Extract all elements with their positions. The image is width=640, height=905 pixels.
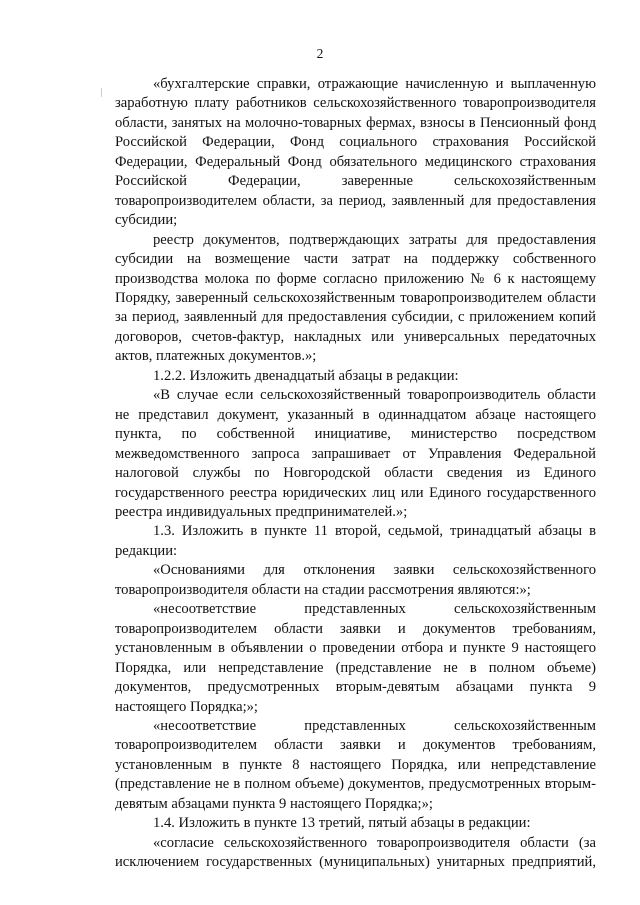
paragraph-nonconformity-announcement: «несоответствие представленных сельскохозяйственным товаропроизводителем области заявки и документов требованиям, установленным в объявлении о проведении отбора и пункте 9 настоящего Порядка, или непредставление (представление не в полном объеме) документов, предусмотренных вторым-девятым абзацами пункта 9 настоящего Порядка;»;	[115, 601, 596, 715]
paragraph-item-1-3: 1.3. Изложить в пункте 11 второй, седьмой, тринадцатый абзацы в редакции:	[115, 523, 596, 559]
paragraph-item-1-2-2: 1.2.2. Изложить двенадцатый абзацы в редакции:	[153, 367, 459, 384]
paragraph-item-1-4: 1.4. Изложить в пункте 13 третий, пятый абзацы в редакции:	[153, 815, 531, 832]
page-number: 2	[316, 46, 324, 61]
paragraph-interagency-request: «В случае если сельскохозяйственный товаропроизводитель области не представил документ, указанный в одиннадцатом абзаце настоящего пункта, по собственной инициативе, министерство посредством межведомственного запроса запрашивает от Управления Федеральной налоговой службы по Новгородской области сведения из Единого государственного реестра юридических лиц или Единого государственного реестра индивидуальных предпринимателей.»;	[115, 387, 596, 520]
paragraph-documents-registry: реестр документов, подтверждающих затраты для предоставления субсидии на возмещение части затрат на поддержку собственного производства молока по форме согласно приложению № 6 к настоящему Порядку, заверенный сельскохозяйственным товаропроизводителем области за период, заявленный для предоставления субсидии, с приложением копий договоров, счетов-фактур, накладных или универсальных передаточных актов, платежных документов.»;	[115, 231, 596, 365]
paragraph-producer-consent: «согласие сельскохозяйственного товаропроизводителя области (за исключением государственных (муниципальных) унитарных предприятий,	[115, 834, 596, 871]
paragraph-accounting-certificates: «бухгалтерские справки, отражающие начисленную и выплаченную заработную плату работников сельскохозяйственного товаропроизводителя области, занятых на молочно-товарных фермах, взносы в Пенсионный фонд Российской Федерации, Фонд социального страхования Российской Федерации, Федеральный Фонд обязательного медицинского страхования Российской Федерации, заверенные сельскохозяйственным товаропроизводителем области, за период, заявленный для предоставления субсидии;	[115, 76, 596, 229]
paragraph-nonconformity-item-8: «несоответствие представленных сельскохозяйственным товаропроизводителем области заявки и документов требованиям, установленным в пункте 8 настоящего Порядка, или непредставление (представление не в полном объеме) документов, предусмотренных вторым-девятым абзацами пункта 9 настоящего Порядка;»;	[115, 717, 596, 812]
document-body	[115, 75, 596, 873]
scan-margin-mark	[101, 88, 102, 97]
paragraph-rejection-grounds: «Основаниями для отклонения заявки сельскохозяйственного товаропроизводителя области на стадии рассмотрения являются:»;	[115, 562, 596, 598]
